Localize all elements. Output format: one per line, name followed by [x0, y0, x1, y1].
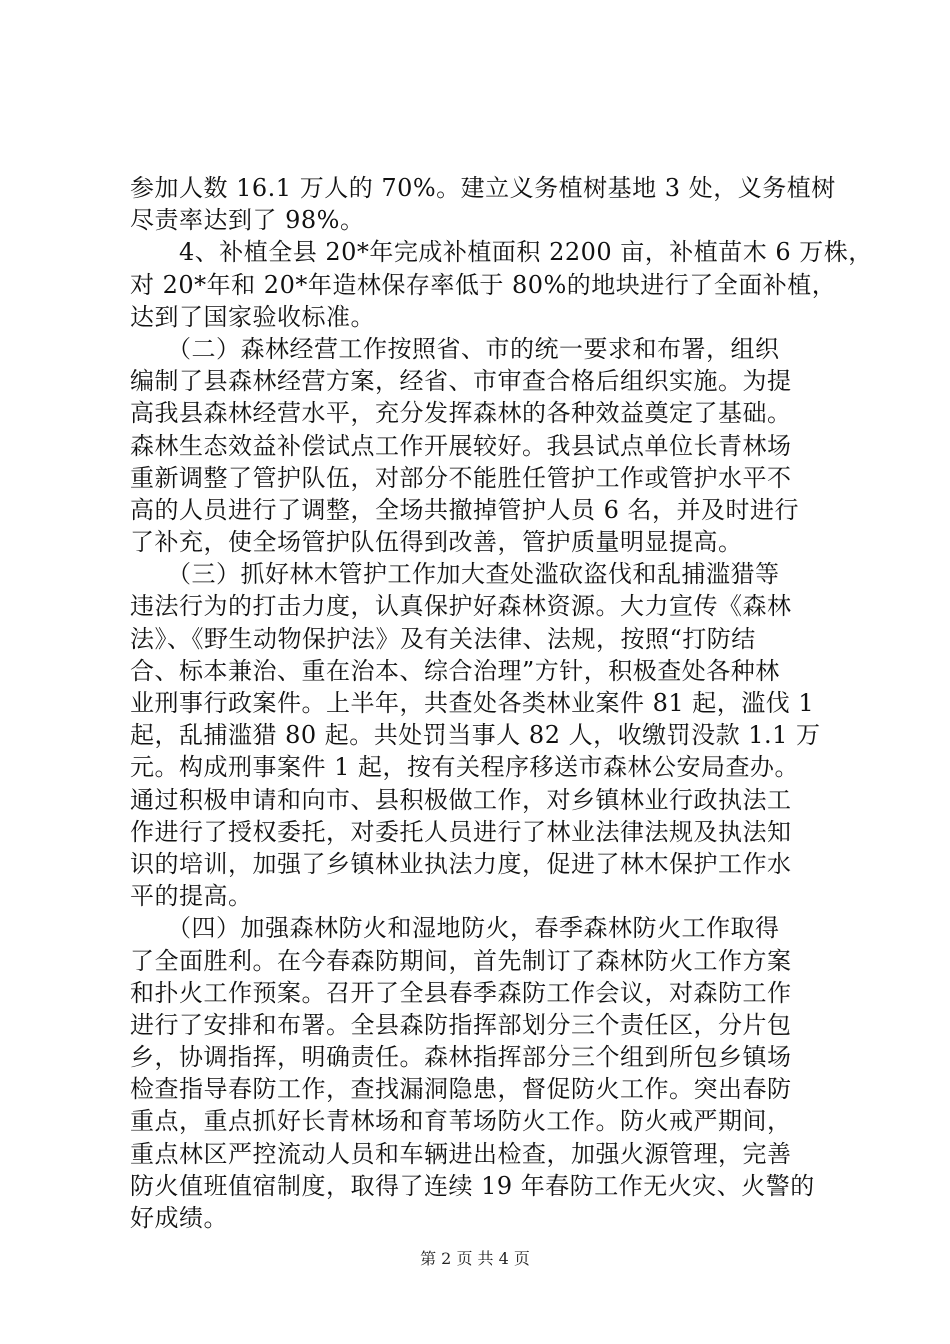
text-line: 检查指导春防工作，查找漏洞隐患，督促防火工作。突出春防	[130, 1075, 792, 1104]
text-line: 合、标本兼治、重在治本、综合治理”方针，积极查处各种林	[130, 656, 780, 685]
text-line: 识的培训，加强了乡镇林业执法力度，促进了林木保护工作水	[130, 849, 792, 878]
text-line: 高的人员进行了调整，全场共撤掉管护人员 6 名，并及时进行	[130, 495, 800, 524]
text-line: （二）森林经营工作按照省、市的统一要求和布署，组织	[130, 334, 780, 363]
text-line: 法》、《野生动物保护法》及有关法律、法规，按照“打防结	[130, 624, 756, 653]
text-line: 参加人数 16.1 万人的 70%。建立义务植树基地 3 处，义务植树	[130, 174, 836, 202]
text-line: 重点，重点抓好长青林场和育苇场防火工作。防火戒严期间，	[130, 1107, 792, 1136]
text-line: 和扑火工作预案。召开了全县春季森防工作会议，对森防工作	[130, 978, 792, 1007]
text-line: 了全面胜利。在今春森防期间，首先制订了森林防火工作方案	[130, 946, 792, 975]
text-line: 重点林区严控流动人员和车辆进出检查，加强火源管理，完善	[130, 1139, 792, 1168]
text-line: 好成绩。	[130, 1204, 228, 1232]
text-line: 编制了县森林经营方案，经省、市审查合格后组织实施。为提	[130, 367, 792, 396]
text-line: 对 20*年和 20*年造林保存率低于 80%的地块进行了全面补植，	[130, 270, 837, 299]
text-line: 森林生态效益补偿试点工作开展较好。我县试点单位长青林场	[130, 431, 792, 460]
text-line: 高我县森林经营水平，充分发挥森林的各种效益奠定了基础。	[130, 399, 792, 428]
text-line: 作进行了授权委托，对委托人员进行了林业法律法规及执法知	[130, 817, 792, 846]
text-line: 乡，协调指挥，明确责任。森林指挥部分三个组到所包乡镇场	[130, 1043, 792, 1072]
text-line: 元。构成刑事案件 1 起，按有关程序移送市森林公安局查办。	[130, 753, 800, 782]
document-body	[130, 172, 873, 1234]
text-line: 起，乱捕滥猎 80 起。共处罚当事人 82 人，收缴罚没款 1.1 万	[130, 721, 821, 750]
text-line: 通过积极申请和向市、县积极做工作，对乡镇林业行政执法工	[130, 785, 792, 814]
text-line: 平的提高。	[130, 882, 253, 911]
text-line: 达到了国家验收标准。	[130, 302, 375, 331]
text-line: （三）抓好林木管护工作加大查处滥砍盗伐和乱捕滥猎等	[130, 560, 780, 589]
text-line: 业刑事行政案件。上半年，共查处各类林业案件 81 起，滥伐 1	[130, 689, 815, 717]
text-line: 防火值班值宿制度，取得了连续 19 年春防工作无火灾、火警的	[130, 1171, 815, 1200]
text-line: 重新调整了管护队伍，对部分不能胜任管护工作或管护水平不	[130, 463, 792, 492]
text-line: （四）加强森林防火和湿地防火，春季森林防火工作取得	[130, 914, 780, 943]
page-footer	[0, 1246, 950, 1269]
page-number: 第 2 页 共 4 页	[420, 1249, 530, 1268]
text-line: 违法行为的打击力度，认真保护好森林资源。大力宣传《森林	[130, 592, 792, 621]
text-line: 进行了安排和布署。全县森防指挥部划分三个责任区，分片包	[130, 1010, 792, 1039]
text-line: 了补充，使全场管护队伍得到改善，管护质量明显提高。	[130, 528, 743, 557]
text-line: 4、补植全县 20*年完成补植面积 2200 亩，补植苗木 6 万株，	[130, 238, 873, 267]
text-line: 尽责率达到了 98%。	[130, 206, 365, 235]
